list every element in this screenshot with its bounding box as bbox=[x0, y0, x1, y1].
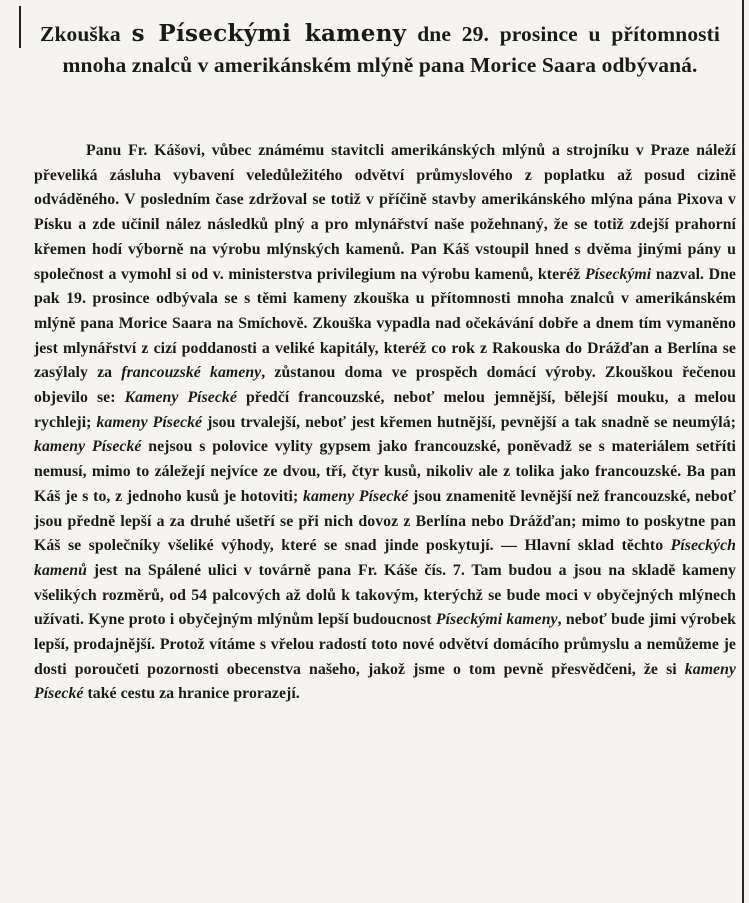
column-rule-right bbox=[742, 0, 744, 903]
body-emphasis: kameny Písecké bbox=[34, 660, 736, 703]
body-text: jsou znamenitě levnější než francouzské, neboť jsou předně lepší a za druhé ušetří se při nich dovoz z Berlína nebo Drážďan; mimo to poskytne pan Káš se společníky všeliké výhody, které se snad jinde poskytují. — Hlavní sklad těchto bbox=[34, 487, 736, 555]
article-body bbox=[34, 139, 736, 707]
body-emphasis: Píseckými kameny bbox=[435, 611, 558, 629]
body-text: , zůstanou doma ve prospěch domácí výroby. Zkouškou řečenou objevilo se: bbox=[34, 364, 736, 407]
heading-post: dne 29. prosince u přítomnosti mnoha znalců v amerikánském mlýně pana Morice Saara odbývaná. bbox=[62, 22, 720, 77]
body-emphasis: Píseckými bbox=[584, 265, 652, 283]
body-text: nazval. Dne pak 19. prosince odbývala se s těmi kameny zkouška u přítomnosti mnoha znalců v amerikánském mlýně pana Morice Saara na Smíchově. Zkouška vypadla nad očekávání dobře a dnem tím vymaněno jest mlynářství z cizí poddanosti a veliké kapitály, kteréž co rok z Rakouska do Drážďan a Berlína se zasýlaly za bbox=[34, 265, 736, 382]
body-text: také cestu za hranice prorazejí. bbox=[83, 685, 300, 703]
body-emphasis: Píseckých kamenů bbox=[34, 537, 736, 579]
body-emphasis: francouzské kameny bbox=[121, 364, 262, 382]
body-text: jest na Spálené ulici v továrně pana Fr. Káše čís. 7. Tam budou a jsou na skladě kameny všelikých rozměrů, od 54 palcových až dolů k takovým, kterýchž se bude moci v obyčejných mlýnech užívati. Kyne proto i obyčejným mlýnům lepší budoucnost bbox=[34, 561, 736, 629]
body-emphasis: kameny Písecké bbox=[34, 438, 142, 456]
article-heading bbox=[40, 18, 720, 81]
heading-product-name: s Píseckými kameny bbox=[131, 20, 407, 47]
heading-pre: Zkouška bbox=[40, 22, 132, 46]
column-rule-left bbox=[19, 6, 21, 48]
body-text: jsou trvalejší, neboť jest křemen hutnější, pevnější a tak snadně se neumýlá; bbox=[202, 413, 736, 431]
body-emphasis: Kameny Písecké bbox=[124, 389, 237, 407]
body-emphasis: kameny Písecké bbox=[303, 487, 409, 505]
body-emphasis: kameny Písecké bbox=[96, 413, 203, 431]
body-text: předčí francouzské, neboť melou jemnější, bělejší mouku, a melou rychleji; bbox=[34, 389, 736, 431]
body-text: Panu Fr. Kášovi, vůbec známému stavitcli amerikánských mlýnů a strojníku v Praze náleží převeliká zásluha vybavení veledůležitého odvětví průmyslového z poplatku až posud cizině odváděného. V posledním čase zdržoval se totiž v příčině stavby amerikánského mlýna pána Pixova v Písku a zde učinil nález následků plný a pro mlynářství naše požehnaný, že se totiž zdejší prahorní křemen hodí výborně na výrobu mlýnských kamenů. Pan Káš vstoupil hned s dvěma jinými pány u společnost a vymohl si od v. ministerstva privilegium na výrobu kamenů, kteréž bbox=[34, 142, 736, 283]
body-text: , neboť bude jimi výrobek lepší, prodajnější. Protož vítáme s vřelou radostí toto nové odvětví domácího průmyslu a nemůžeme je dosti poroučeti pozornosti obecenstva našeho, jakož jsme o tom pevně přesvědčeni, že si bbox=[34, 611, 736, 678]
body-text: nejsou s polovice vylity gypsem jako francouzské, poněvadž se s materiálem setříti nemusí, mimo to záležejí nejvíce ze dvou, tří, čtyr kusů, nikoliv ale z tolika jako francouzské. Ba pan Káš je s to, z jednoho kusů je hotoviti; bbox=[34, 438, 736, 505]
